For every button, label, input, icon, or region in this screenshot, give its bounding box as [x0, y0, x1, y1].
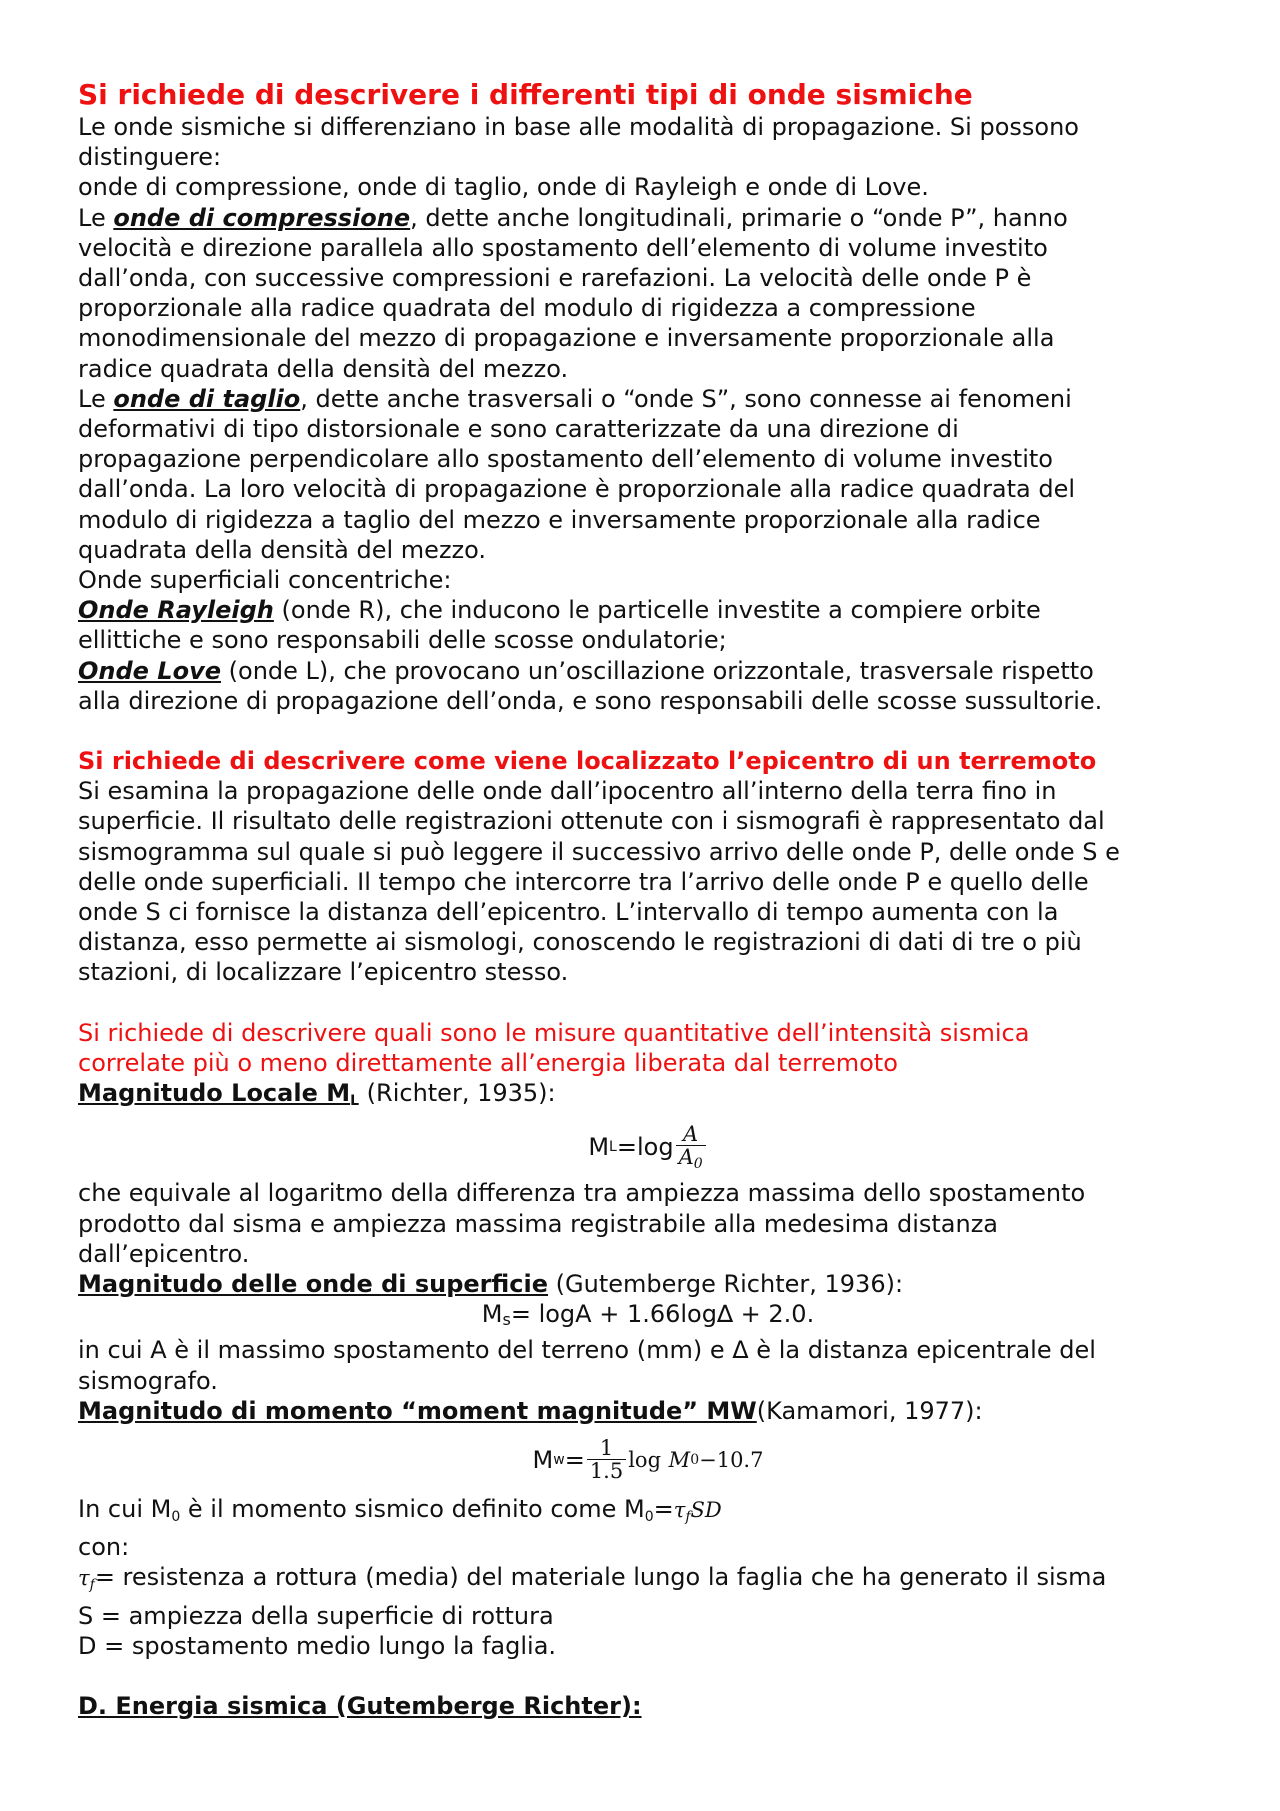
text: =	[653, 1494, 674, 1523]
epicenter-line: onde S ci fornisce la distanza dell’epicentro. L’intervallo di tempo aumenta con la	[78, 898, 1059, 927]
section-title-magnitude: correlate più o meno direttamente all’energia liberata dal terremoto	[78, 1048, 898, 1077]
s-wave-paragraph-line: dall’onda. La loro velocità di propagazione è proporzionale alla radice quadrata del	[78, 475, 1076, 504]
term-love: Onde Love	[78, 656, 222, 685]
text: M	[532, 1445, 554, 1474]
formula-local-magnitude	[78, 1116, 1218, 1178]
text: Le	[78, 384, 114, 413]
subscript: L	[350, 1093, 360, 1110]
formula-moment-magnitude	[78, 1426, 1218, 1494]
epicenter-line: distanza, esso permette ai sismologi, conoscendo le registrazioni di dati di tre o più	[78, 928, 1082, 957]
mw-heading-line	[78, 1396, 1218, 1426]
subscript: L	[609, 1139, 617, 1156]
s-wave-paragraph-line	[78, 384, 1218, 414]
spacer	[78, 1661, 1218, 1691]
term-compression-waves: onde di compressione	[113, 203, 411, 232]
p-wave-paragraph-line: monodimensionale del mezzo di propagazione e inversamente proporzionale alla	[78, 324, 1055, 353]
tau-definition-line	[78, 1562, 1218, 1600]
section-title-seismic-waves: Si richiede di descrivere i differenti tipi di onde sismiche	[78, 78, 973, 111]
text: SD	[690, 1497, 722, 1522]
p-wave-paragraph-line	[78, 203, 1218, 233]
ml-description-line: prodotto dal sisma e ampiezza massima registrabile alla medesima distanza	[78, 1209, 999, 1238]
ms-heading-line	[78, 1269, 1218, 1299]
ms-heading: Magnitudo delle onde di superficie	[78, 1269, 549, 1298]
rayleigh-line: ellittiche e sono responsabili delle scosse ondulatorie;	[78, 626, 727, 655]
love-line: alla direzione di propagazione dell’onda, e sono responsabili delle scosse sussultorie.	[78, 686, 1103, 715]
text: = resistenza a rottura (media) del materiale lungo la faglia che ha generato il sisma	[94, 1563, 1107, 1592]
mw-heading: Magnitudo di momento “moment magnitude” MW	[78, 1396, 757, 1425]
d-definition-line: D = spostamento medio lungo la faglia.	[78, 1631, 557, 1660]
text: (onde L), che provocano un’oscillazione orizzontale, trasversale rispetto	[221, 656, 1094, 685]
epicenter-line: sismogramma sul quale si può leggere il successivo arrivo delle onde P, delle onde S e	[78, 837, 1120, 866]
p-wave-paragraph-line: dall’onda, con successive compressioni e rarefazioni. La velocità delle onde P è	[78, 264, 1032, 293]
term-rayleigh: Onde Rayleigh	[78, 596, 274, 625]
ml-description-line: dall’epicentro.	[78, 1239, 250, 1268]
p-wave-paragraph-line: proporzionale alla radice quadrata del modulo di rigidezza a compressione	[78, 294, 976, 323]
ml-description-line: che equivale al logaritmo della differenza tra ampiezza massima dello spostamento	[78, 1179, 1086, 1208]
section-title-seismic-energy: D. Energia sismica (Gutemberge Richter):	[78, 1691, 642, 1720]
subscript: 0	[693, 1155, 703, 1172]
text: = logA + 1.66log∆ + 2.0.	[510, 1300, 815, 1329]
denominator	[676, 1146, 706, 1172]
numerator: 1	[587, 1437, 626, 1460]
text: log	[628, 1447, 662, 1472]
subscript: s	[502, 1310, 511, 1330]
s-definition-line: S = ampiezza della superficie di rottura	[78, 1601, 554, 1630]
text: (Gutemberge Richter, 1936):	[548, 1269, 904, 1298]
intro-line: distinguere:	[78, 143, 222, 172]
numerator: A	[676, 1123, 706, 1146]
rayleigh-line	[78, 595, 1218, 625]
text: (onde R), che inducono le particelle investite a compiere orbite	[273, 596, 1041, 625]
text: Magnitudo Locale M	[78, 1079, 351, 1108]
p-wave-paragraph-line: velocità e direzione parallela allo spostamento dell’elemento di volume investito	[78, 233, 1048, 262]
text: In cui M	[78, 1494, 172, 1523]
intro-line: Le onde sismiche si differenziano in base alle modalità di propagazione. Si possono	[78, 113, 1079, 141]
text: =log	[616, 1133, 674, 1162]
formula-surface-magnitude	[78, 1299, 1218, 1335]
text: M	[481, 1300, 503, 1329]
text: (Kamamori, 1977):	[756, 1396, 983, 1425]
ml-heading	[78, 1079, 360, 1110]
s-wave-paragraph-line: quadrata della densità del mezzo.	[78, 535, 487, 564]
subscript: w	[553, 1451, 565, 1468]
s-wave-paragraph-line: deformativi di tipo distorsionale e sono caratterizzate da una direzione di	[78, 415, 959, 444]
fraction	[587, 1437, 626, 1482]
love-line	[78, 656, 1218, 686]
subscript: 0	[171, 1508, 181, 1525]
epicenter-line: superficie. Il risultato delle registrazioni ottenute con i sismografi è rappresentato dal	[78, 807, 1105, 836]
con-line: con:	[78, 1533, 130, 1562]
section-title-magnitude: Si richiede di descrivere quali sono le misure quantitative dell’intensità sismica	[78, 1018, 1030, 1047]
text: (Richter, 1935):	[359, 1079, 556, 1108]
epicenter-line: Si esamina la propagazione delle onde dall’ipocentro all’interno della terra fino in	[78, 777, 1057, 806]
text: M	[668, 1447, 691, 1472]
p-wave-paragraph-line: radice quadrata della densità del mezzo.	[78, 354, 569, 383]
ms-description-line: sismografo.	[78, 1366, 218, 1395]
epicenter-line: delle onde superficiali. Il tempo che intercorre tra l’arrivo delle onde P e quello delle	[78, 867, 1089, 896]
spacer	[78, 716, 1218, 746]
ms-description-line: in cui A è il massimo spostamento del terreno (mm) e Δ è la distanza epicentrale del	[78, 1336, 1096, 1365]
subscript: f	[685, 1508, 691, 1525]
subscript: 0	[690, 1451, 700, 1468]
text: M	[588, 1133, 610, 1162]
denominator: 1.5	[589, 1459, 624, 1484]
m0-definition-line	[78, 1494, 1218, 1532]
text: =	[564, 1445, 585, 1474]
text: Le	[78, 203, 114, 232]
text: è il momento sismico definito come M	[180, 1494, 645, 1523]
subscript: 0	[644, 1508, 654, 1525]
section-title-epicenter: Si richiede di descrivere come viene localizzato l’epicentro di un terremoto	[78, 747, 1097, 776]
text: −10.7	[699, 1447, 764, 1472]
surface-waves-line: Onde superficiali concentriche:	[78, 566, 452, 595]
term-shear-waves: onde di taglio	[113, 384, 301, 413]
epicenter-line: stazioni, di localizzare l’epicentro stesso.	[78, 958, 569, 987]
fraction	[676, 1123, 706, 1172]
s-wave-paragraph-line: modulo di rigidezza a taglio del mezzo e inversamente proporzionale alla radice	[78, 505, 1041, 534]
s-wave-paragraph-line: propagazione perpendicolare allo spostamento dell’elemento di volume investito	[78, 445, 1053, 474]
ml-heading-line	[78, 1078, 1218, 1116]
text: A	[678, 1144, 694, 1169]
spacer	[78, 988, 1218, 1018]
text: , dette anche longitudinali, primarie o “onde P”, hanno	[410, 203, 1068, 232]
document-page	[78, 78, 1218, 1721]
subscript: f	[89, 1577, 95, 1594]
text: , dette anche trasversali o “onde S”, sono connesse ai fenomeni	[300, 384, 1072, 413]
text: τ	[673, 1497, 686, 1522]
intro-line: onde di compressione, onde di taglio, onde di Rayleigh e onde di Love.	[78, 173, 929, 202]
text: τ	[78, 1566, 90, 1591]
